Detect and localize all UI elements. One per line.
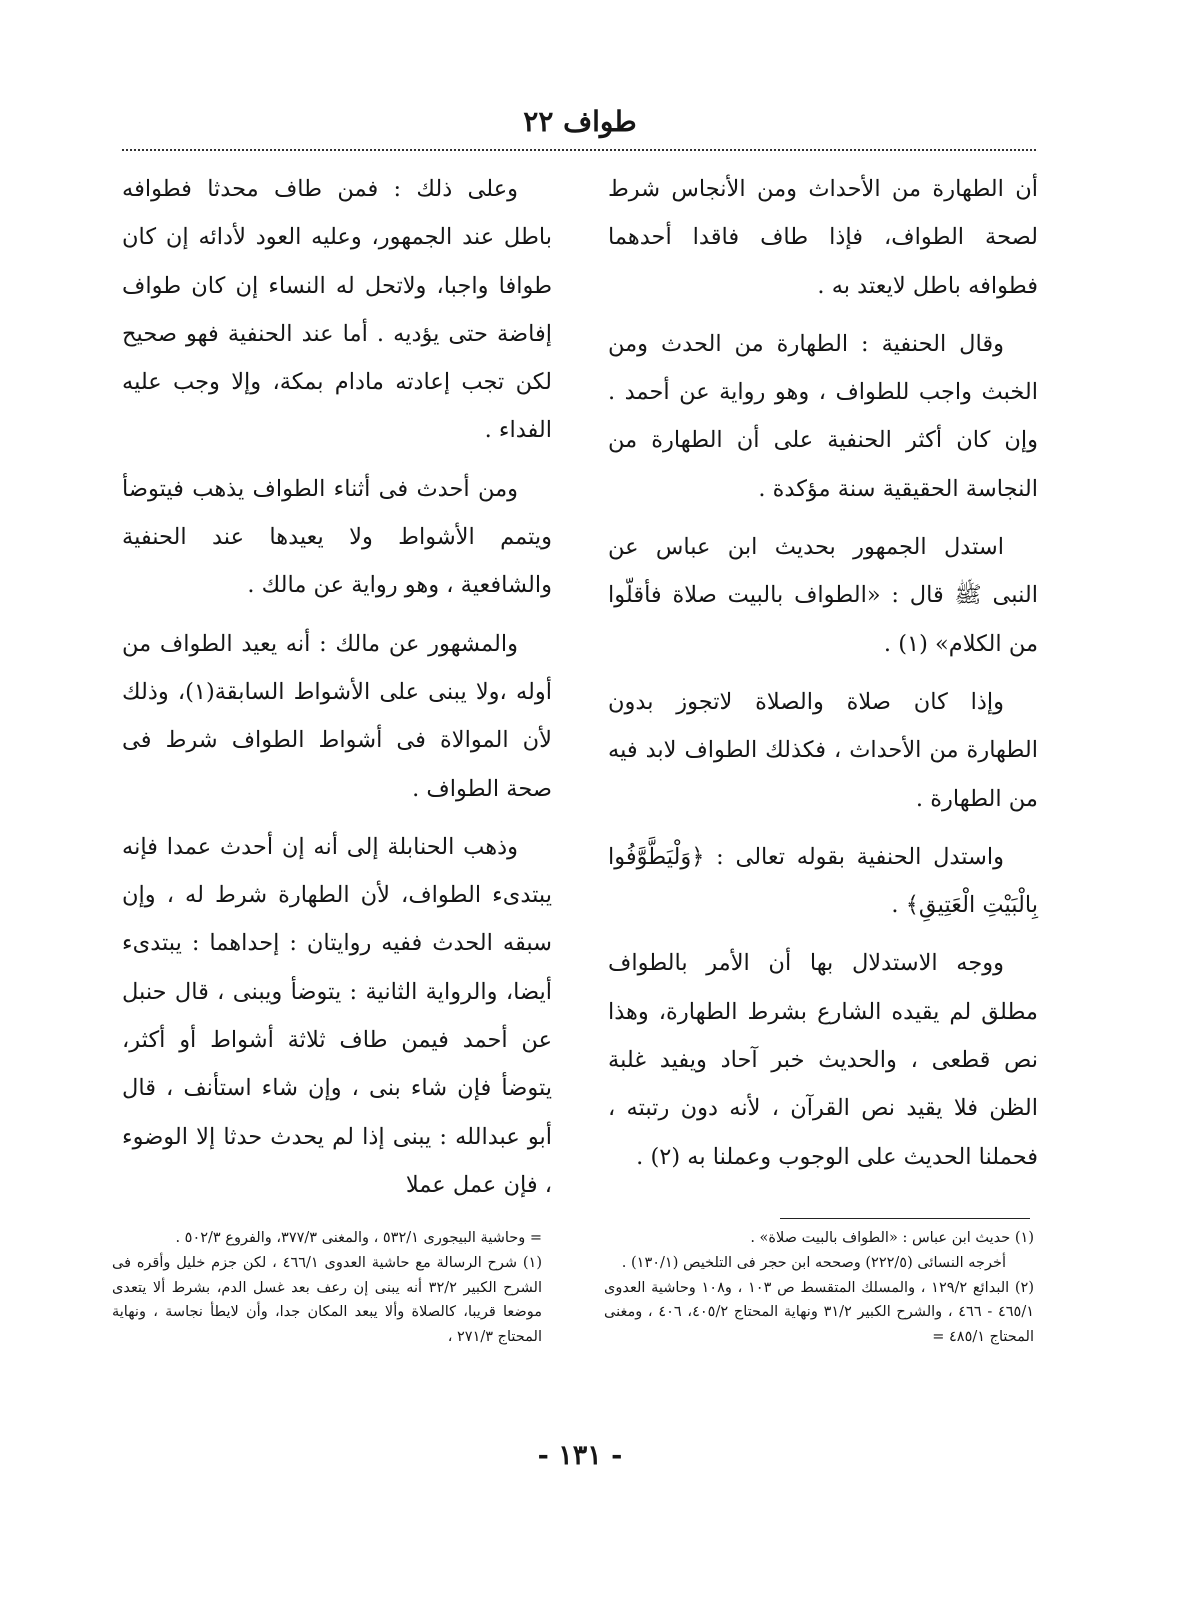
paragraph: استدل الجمهور بحديث ابن عباس عن النبى ﷺ قال : «الطواف بالبيت صلاة فأقلّوا من الكلام» (١) . xyxy=(608,534,1038,657)
paragraph: أن الطهارة من الأحداث ومن الأنجاس شرط لصحة الطواف، فإذا طاف فاقدا أحدهما فطوافه باطل لايعتد به . xyxy=(608,176,1038,299)
paragraph: وقال الحنفية : الطهارة من الحدث ومن الخبث واجب للطواف ، وهو رواية عن أحمد . وإن كان أكثر الحنفية على أن الطهارة من النجاسة الحقيقية سنة مؤكدة . xyxy=(608,330,1038,502)
paragraph: وذهب الحنابلة إلى أنه إن أحدث عمدا فإنه يبتدىء الطواف، لأن الطهارة شرط له ، وإن سبقه الحدث ففيه روايتان : إحداهما : يبتدىء أيضا، والرواية الثانية : يتوضأ ويبنى ، قال حنبل عن أحمد فيمن طاف ثلاثة أشواط أو أكثر، يتوضأ فإن شاء بنى ، وإن شاء استأنف ، قال أبو عبدالله : يبنى إذا لم يحدث حدثا إلا الوضوء ، فإن عمل عملا xyxy=(122,833,552,1198)
footnote: = وحاشية البيجورى ٥٣٢/١ ، والمغنى ٣٧٧/٣، والفروع ٥٠٢/٣ . xyxy=(175,1230,542,1246)
footnotes-left xyxy=(112,1226,542,1350)
page-title: طواف ٢٢ xyxy=(523,105,637,138)
footnote: (٢) البدائع ١٢٩/٢ ، والمسلك المتقسط ص ١٠٣ ، و١٠٨ وحاشية العدوى ٤٦٥/١ - ٤٦٦ ، والشرح الكبير ٣١/٢ ونهاية المحتاج ٤٠٥/٢، ٤٠٦ ، ومغنى المحتاج ٤٨٥/١ = xyxy=(604,1279,1034,1346)
footnote-divider xyxy=(780,1218,1030,1219)
paragraph: ووجه الاستدلال بها أن الأمر بالطواف مطلق لم يقيده الشارع بشرط الطهارة، وهذا نص قطعى ، والحديث خبر آحاد ويفيد غلبة الظن فلا يقيد نص القرآن ، لأنه دون رتبته ، فحملنا الحديث على الوجوب وعملنا به (٢) . xyxy=(608,950,1038,1170)
footnote: (١) حديث ابن عباس : «الطواف بالبيت صلاة» . xyxy=(750,1230,1034,1246)
paragraph: واستدل الحنفية بقوله تعالى : ﴿وَلْيَطَّوَّفُوا بِالْبَيْتِ الْعَتِيقِ﴾ . xyxy=(608,843,1038,919)
footnote: أخرجه النسائى (٢٢٢/٥) وصححه ابن حجر فى التلخيص (١٣٠/١) . xyxy=(621,1254,1006,1271)
paragraph: والمشهور عن مالك : أنه يعيد الطواف من أوله ،ولا يبنى على الأشواط السابقة(١)، وذلك لأن الموالاة فى أشواط الطواف شرط فى صحة الطواف . xyxy=(122,630,552,802)
paragraph: وعلى ذلك : فمن طاف محدثا فطوافه باطل عند الجمهور، وعليه العود لأدائه إن كان طوافا واجبا، ولاتحل له النساء إن كان طواف إفاضة حتى يؤديه . أما عند الحنفية فهو صحيح لكن تجب إعادته مادام بمكة، وإلا وجب عليه الفداء . xyxy=(122,176,552,444)
footnote: (١) شرح الرسالة مع حاشية العدوى ٤٦٦/١ ، لكن جزم خليل وأقره فى الشرح الكبير ٣٢/٢ أنه يبنى إن رعف بعد غسل الدم، بشرط ألا يتعدى موضعا قريبا، كالصلاة وألا يبعد المكان جدا، وأن لايطأ نجاسة ، ونهاية المحتاج ٢٧١/٣ ، xyxy=(112,1254,542,1346)
title-divider xyxy=(122,149,1036,151)
right-column xyxy=(608,165,1038,1191)
footnotes-right xyxy=(604,1226,1034,1350)
left-column xyxy=(122,165,552,1219)
paragraph: وإذا كان صلاة والصلاة لاتجوز بدون الطهارة من الأحداث ، فكذلك الطواف لابد فيه من الطهارة . xyxy=(608,688,1038,812)
paragraph: ومن أحدث فى أثناء الطواف يذهب فيتوضأ ويتمم الأشواط ولا يعيدها عند الحنفية والشافعية ، وهو رواية عن مالك . xyxy=(122,475,552,599)
page-number: - ١٣١ - xyxy=(537,1440,623,1471)
